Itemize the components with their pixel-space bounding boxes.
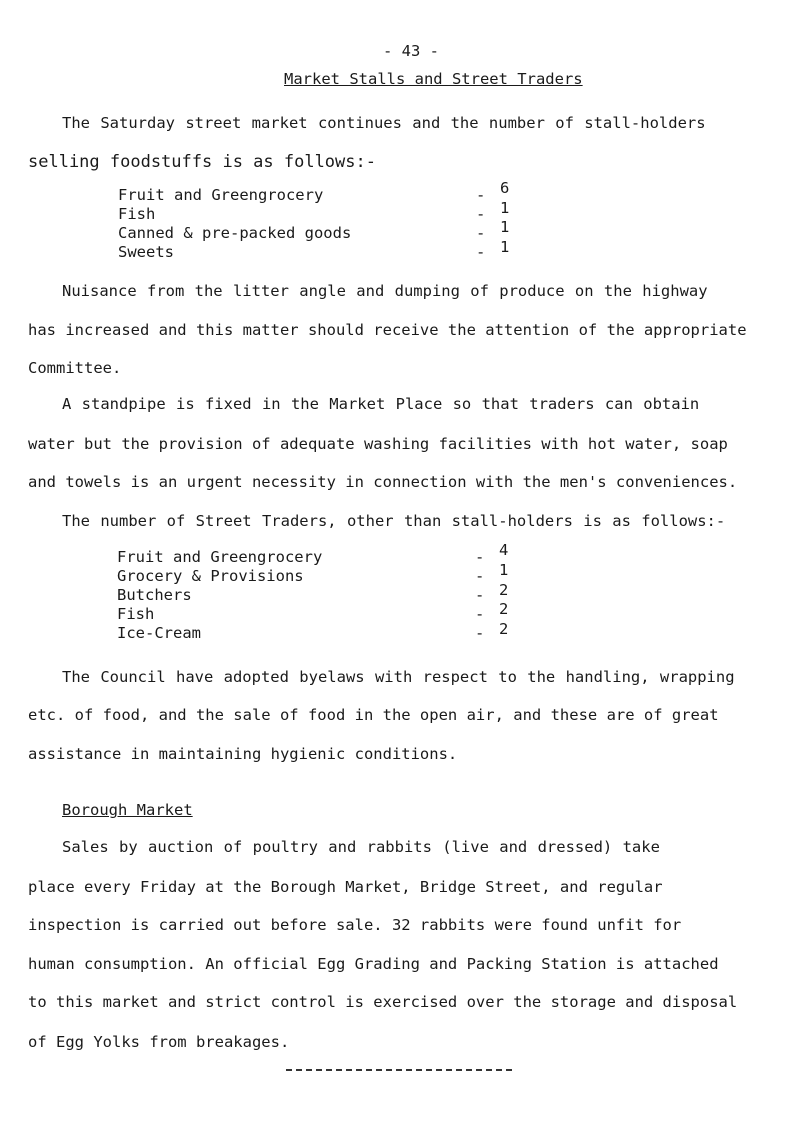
list-item-count: 1 bbox=[499, 561, 509, 579]
list-item-count: 1 bbox=[500, 218, 510, 236]
paragraph-line: Nuisance from the litter angle and dumping of produce on the highway bbox=[62, 282, 708, 300]
paragraph-line: water but the provision of adequate washing facilities with hot water, soap bbox=[28, 435, 728, 453]
closing-rule bbox=[286, 1069, 512, 1071]
list-item-count: 4 bbox=[499, 541, 509, 559]
list-item-label: Ice-Cream bbox=[117, 624, 201, 642]
list-item-label: Butchers bbox=[117, 586, 192, 604]
list-item-dash: - bbox=[476, 224, 486, 242]
list-item-label: Fish bbox=[117, 605, 155, 623]
paragraph-line: and towels is an urgent necessity in connection with the men's conveniences. bbox=[28, 473, 738, 491]
list-item-dash: - bbox=[475, 586, 485, 604]
list-item-count: 1 bbox=[500, 199, 510, 217]
paragraph-line: etc. of food, and the sale of food in the open air, and these are of great bbox=[28, 706, 719, 724]
list-item-label: Sweets bbox=[118, 243, 174, 261]
page-number: - 43 - bbox=[383, 42, 439, 60]
list-item-dash: - bbox=[476, 186, 486, 204]
list-item-dash: - bbox=[475, 548, 485, 566]
list-item-dash: - bbox=[475, 624, 485, 642]
paragraph-line: A standpipe is fixed in the Market Place so that traders can obtain bbox=[62, 395, 700, 413]
paragraph-line: Committee. bbox=[28, 359, 122, 377]
list-item-label: Grocery & Provisions bbox=[117, 567, 304, 585]
street-traders-list bbox=[117, 548, 497, 648]
paragraph-line: inspection is carried out before sale. 32 rabbits were found unfit for bbox=[28, 916, 682, 934]
paragraph-line: has increased and this matter should receive the attention of the appropriate bbox=[28, 321, 747, 339]
list-item-count: 2 bbox=[499, 581, 509, 599]
list-item-label: Fish bbox=[118, 205, 156, 223]
paragraph-line: place every Friday at the Borough Market, Bridge Street, and regular bbox=[28, 878, 663, 896]
section-heading-market-stalls: Market Stalls and Street Traders bbox=[284, 70, 583, 88]
paragraph-line: selling foodstuffs is as follows:- bbox=[28, 152, 376, 172]
paragraph-line: Sales by auction of poultry and rabbits (live and dressed) take bbox=[62, 838, 660, 856]
list-item-label: Fruit and Greengrocery bbox=[118, 186, 324, 204]
paragraph-line: The Saturday street market continues and the number of stall-holders bbox=[62, 114, 706, 132]
list-item-dash: - bbox=[475, 605, 485, 623]
list-item-label: Canned & pre-packed goods bbox=[118, 224, 352, 242]
paragraph-line: The Council have adopted byelaws with respect to the handling, wrapping bbox=[62, 668, 735, 686]
list-item-count: 1 bbox=[500, 238, 510, 256]
paragraph-line: assistance in maintaining hygienic conditions. bbox=[28, 745, 458, 763]
section-heading-borough-market: Borough Market bbox=[62, 801, 193, 819]
paragraph-line: The number of Street Traders, other than stall-holders is as follows:- bbox=[62, 512, 726, 530]
list-item-label: Fruit and Greengrocery bbox=[117, 548, 323, 566]
list-item-dash: - bbox=[475, 567, 485, 585]
paragraph-line: human consumption. An official Egg Grading and Packing Station is attached bbox=[28, 955, 719, 973]
list-item-count: 2 bbox=[499, 600, 509, 618]
stall-holders-list bbox=[118, 186, 498, 266]
list-item-dash: - bbox=[476, 205, 486, 223]
list-item-dash: - bbox=[476, 243, 486, 261]
list-item-count: 6 bbox=[500, 179, 510, 197]
paragraph-line: of Egg Yolks from breakages. bbox=[28, 1033, 290, 1051]
list-item-count: 2 bbox=[499, 620, 509, 638]
paragraph-line: to this market and strict control is exercised over the storage and disposal bbox=[28, 993, 738, 1011]
